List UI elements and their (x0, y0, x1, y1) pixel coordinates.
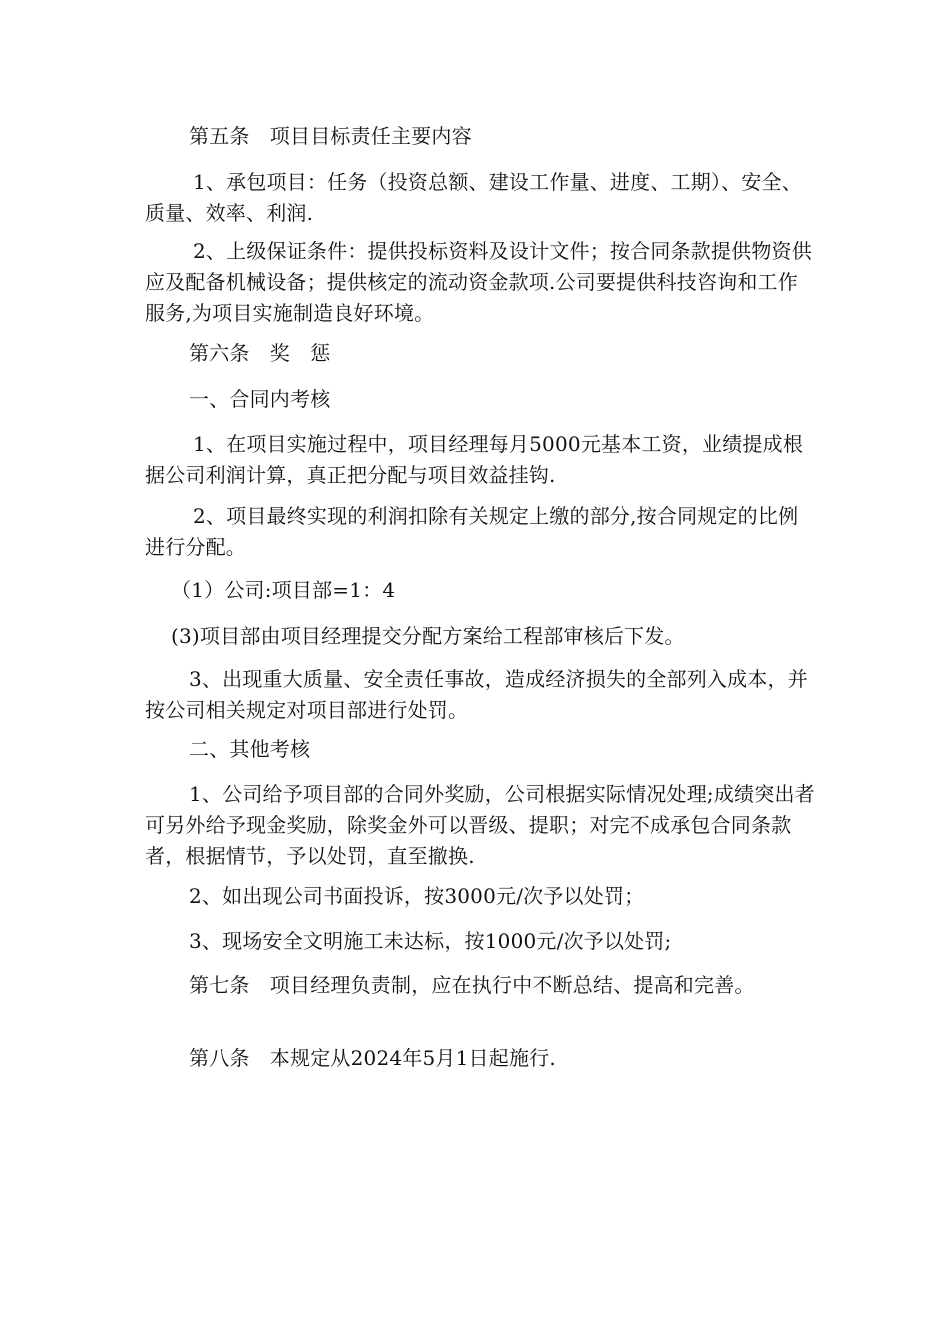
section-in-contract-assessment: 一、合同内考核 (189, 387, 331, 411)
article-5-heading: 第五条 项目目标责任主要内容 (189, 124, 472, 148)
paragraph-complaint-penalty: 2、如出现公司书面投诉，按3000元/次予以处罚； (189, 884, 645, 908)
paragraph-distribution-plan: (3)项目部由项目经理提交分配方案给工程部审核后下发。 (171, 624, 685, 648)
article-8: 第八条 本规定从2024年5月1日起施行. (189, 1046, 556, 1070)
paragraph-major-accident: 3、出现重大质量、安全责任事故，造成经济损失的全部列入成本，并按公司相关规定对项目部进行处罚。 (145, 667, 808, 722)
article-7: 第七条 项目经理负责制，应在执行中不断总结、提高和完善。 (189, 973, 755, 997)
paragraph-superior-guarantee: 2、上级保证条件：提供投标资料及设计文件；按合同条款提供物资供应及配备机械设备；提供核定的流动资金款项.公司要提供科技咨询和工作服务,为项目实施制造良好环境。 (145, 239, 812, 325)
paragraph-profit-distribution: 2、项目最终实现的利润扣除有关规定上缴的部分,按合同规定的比例进行分配。 (145, 504, 799, 559)
paragraph-contract-items: 1、承包项目：任务（投资总额、建设工作量、进度、工期）、安全、质量、效率、利润. (145, 170, 802, 225)
section-other-assessment: 二、其他考核 (189, 737, 311, 761)
paragraph-safety-penalty: 3、现场安全文明施工未达标，按1000元/次予以处罚; (189, 929, 672, 953)
article-6-heading: 第六条 奖 惩 (189, 341, 331, 365)
paragraph-manager-salary: 1、在项目实施过程中，项目经理每月5000元基本工资，业绩提成根据公司利润计算，真正把分配与项目效益挂钩. (145, 432, 804, 487)
paragraph-extra-rewards: 1、公司给予项目部的合同外奖励，公司根据实际情况处理;成绩突出者可另外给予现金奖励，除奖金外可以晋级、提职；对完不成承包合同条款者，根据情节，予以处罚，直至撤换. (145, 782, 815, 868)
paragraph-ratio: （1）公司:项目部=1：4 (171, 578, 396, 602)
